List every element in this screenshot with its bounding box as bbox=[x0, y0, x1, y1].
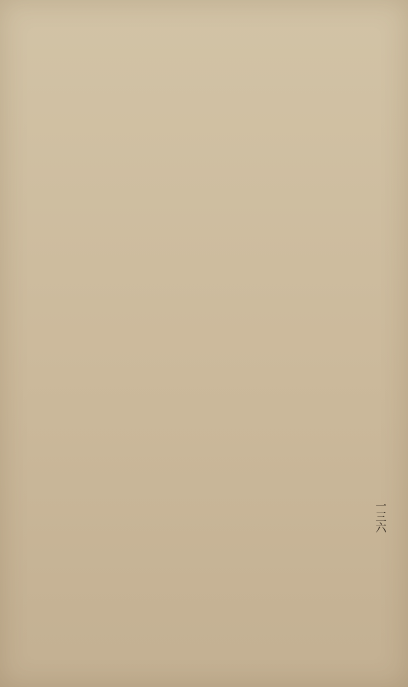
page-number: 一三六 bbox=[374, 500, 387, 533]
body-text bbox=[40, 120, 375, 645]
